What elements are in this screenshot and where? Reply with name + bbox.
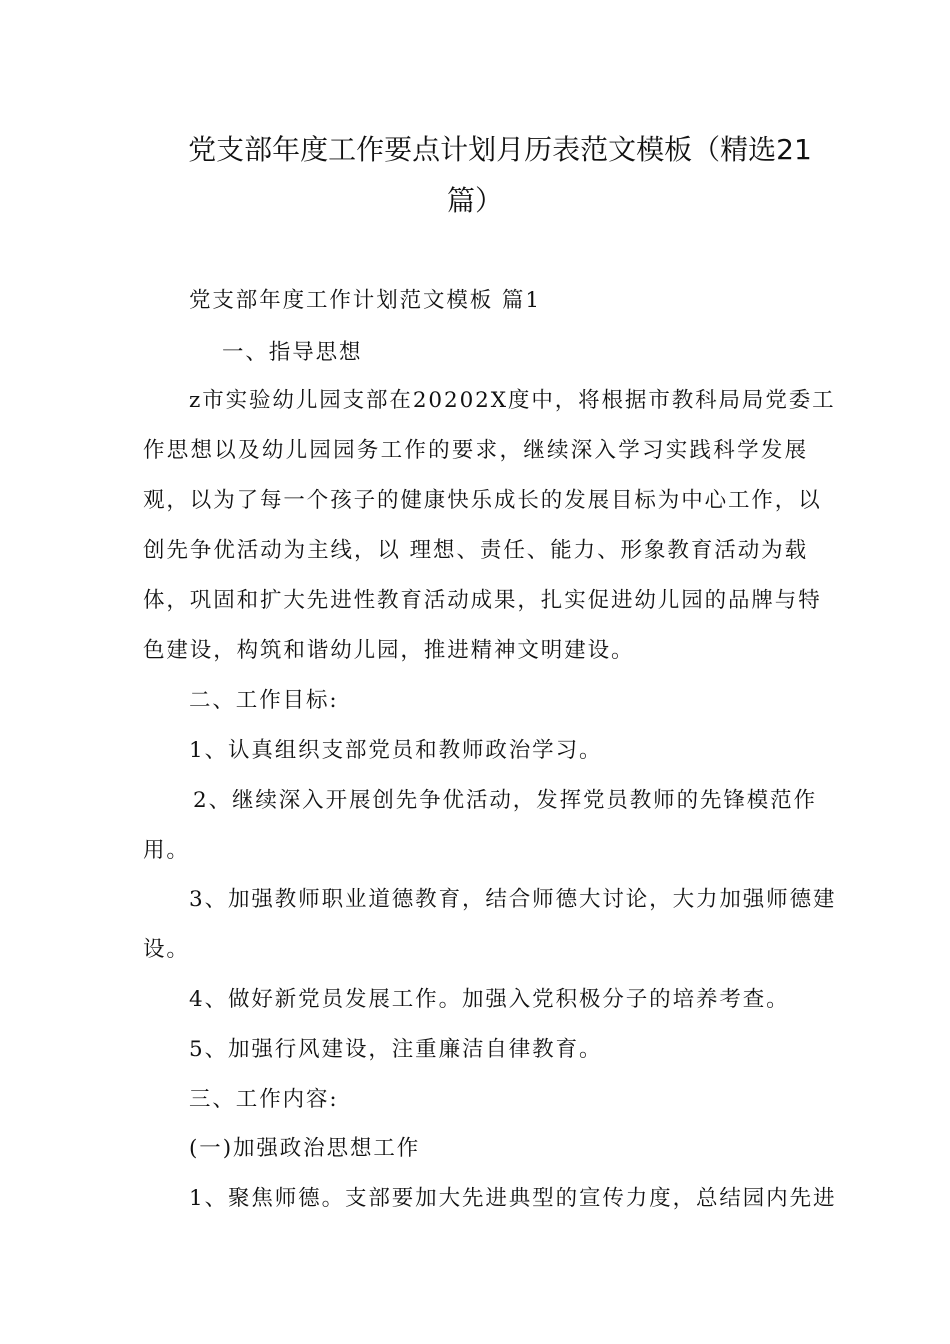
paragraph-line: 作思想以及幼儿园园务工作的要求，继续深入学习实践科学发展 — [143, 438, 808, 463]
document-title-line-1: 党支部年度工作要点计划月历表范文模板（精选21 — [188, 133, 812, 166]
goal-item-3-continued: 设。 — [143, 937, 190, 962]
goal-item-2: 2、继续深入开展创先争优活动，发挥党员教师的先锋模范作 — [193, 788, 817, 813]
document-title-line-2: 篇） — [446, 184, 503, 217]
paragraph-line: 体，巩固和扩大先进性教育活动成果，扎实促进幼儿园的品牌与特 — [143, 588, 822, 613]
heading-guiding-ideology: 一、指导思想 — [222, 340, 363, 365]
goal-item-4: 4、做好新党员发展工作。加强入党积极分子的培养考查。 — [189, 987, 790, 1012]
paragraph-line: 创先争优活动为主线，以 理想、责任、能力、形象教育活动为载 — [143, 538, 808, 563]
heading-work-goals: 二、工作目标: — [189, 688, 339, 713]
paragraph-line: 色建设，构筑和谐幼儿园，推进精神文明建设。 — [143, 638, 635, 663]
goal-item-1: 1、认真组织支部党员和教师政治学习。 — [189, 738, 603, 763]
goal-item-2-continued: 用。 — [143, 838, 190, 863]
content-item-1: 1、聚焦师德。支部要加大先进典型的宣传力度，总结园内先进 — [189, 1186, 837, 1211]
section-heading-article-1: 党支部年度工作计划范文模板 篇1 — [189, 288, 541, 313]
goal-item-3: 3、加强教师职业道德教育，结合师德大讨论，大力加强师德建 — [189, 887, 837, 912]
heading-work-content: 三、工作内容: — [189, 1087, 339, 1112]
paragraph-line: 观，以为了每一个孩子的健康快乐成长的发展目标为中心工作，以 — [143, 488, 822, 513]
paragraph-line: z市实验幼儿园支部在20202X度中，将根据市教科局局党委工 — [189, 388, 836, 413]
goal-item-5: 5、加强行风建设，注重廉洁自律教育。 — [189, 1037, 603, 1062]
subheading-political-work: (一)加强政治思想工作 — [189, 1136, 421, 1161]
